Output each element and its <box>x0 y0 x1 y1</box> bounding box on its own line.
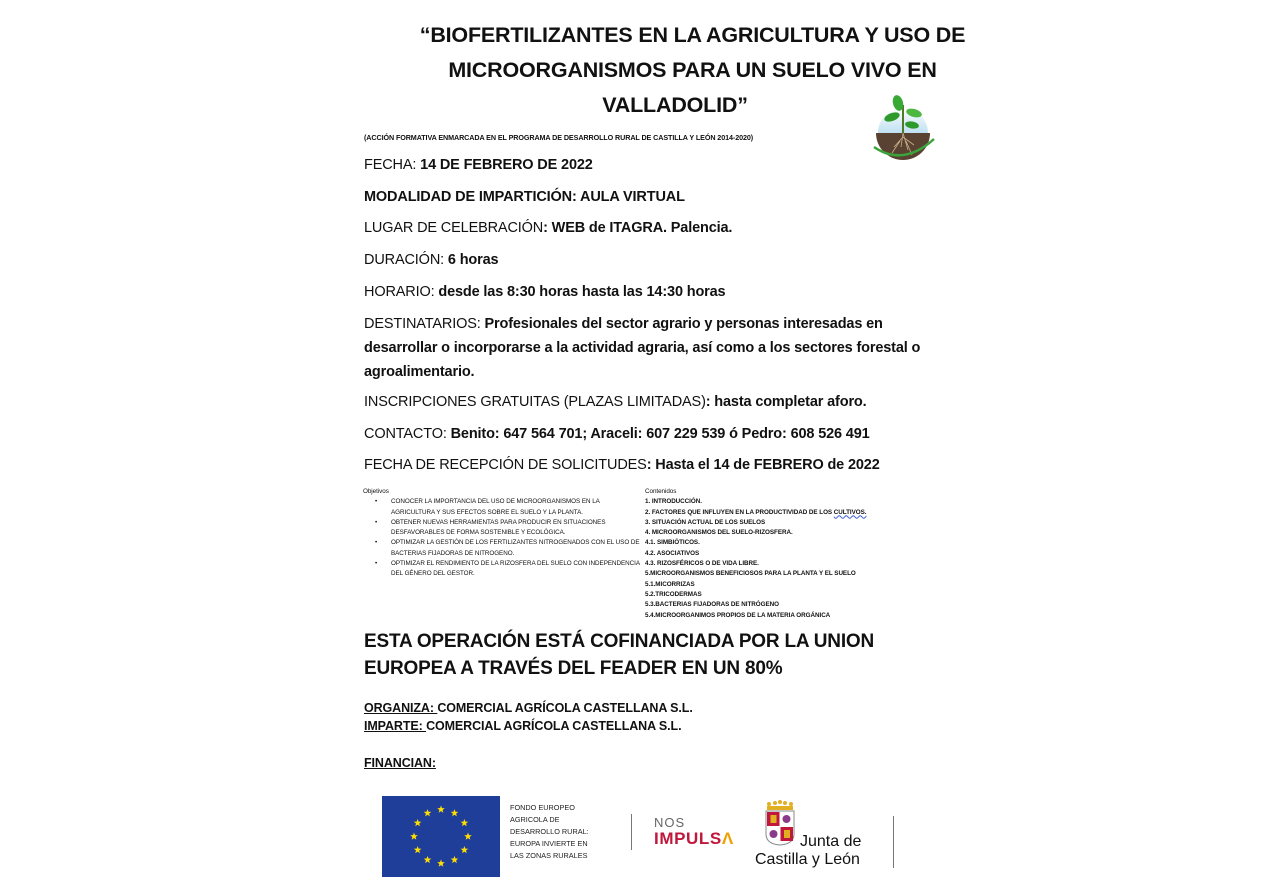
contenido-item: 5.1.MICORRIZAS <box>645 580 695 588</box>
feader-line: AGRICOLA DE <box>510 815 560 824</box>
contenido-item: 1. INTRODUCCIÓN. <box>645 498 702 506</box>
fecha-value: 14 DE FEBRERO DE 2022 <box>420 157 593 173</box>
objetivo-item: • OPTIMIZAR LA GESTIÓN DE LOS FERTILIZANTES NITROGENADOS CON EL USO DE BACTERIAS FIJADORAS DE NITROGENO. <box>373 538 643 559</box>
logo-divider <box>631 814 632 850</box>
recepcion-value: : Hasta el 14 de FEBRERO de 2022 <box>646 457 880 473</box>
contenido-item: 4. MICROORGANISMOS DEL SUELO-RIZOSFERA. <box>645 529 793 537</box>
info-horario <box>364 281 924 305</box>
impulsa-text: IMPULS <box>654 829 722 848</box>
contenido-item: 4.1. SIMBIÓTICOS. <box>645 539 700 547</box>
modalidad-label: MODALIDAD DE IMPARTICIÓN: <box>364 189 581 205</box>
duracion-value: 6 horas <box>447 252 499 268</box>
logo-divider <box>893 816 894 868</box>
lugar-value: : WEB de ITAGRA. Palencia. <box>543 220 733 236</box>
feader-line: FONDO EUROPEO <box>510 803 575 812</box>
organiza-line <box>364 700 693 716</box>
imparte-line <box>364 718 681 734</box>
objetivo-item: • CONOCER LA IMPORTANCIA DEL USO DE MICROORGANISMOS EN LA AGRICULTURA Y SUS EFECTOS SOBRE EL SUELO Y LA PLANTA. <box>373 497 643 518</box>
contenido-item: 5.4.MICROORGANIMOS PROPIOS DE LA MATERIA ORGÁNICA <box>645 611 831 619</box>
info-fecha <box>364 154 924 178</box>
info-lugar <box>364 217 924 241</box>
spellcheck-word: CULTIVOS. <box>833 508 867 516</box>
objetivos-list <box>373 497 643 579</box>
subtitle: (ACCIÓN FORMATIVA ENMARCADA EN EL PROGRAMA DE DESARROLLO RURAL DE CASTILLA Y LEÓN 2014-2020) <box>364 133 754 142</box>
info-contacto <box>364 423 924 447</box>
info-inscripciones <box>364 391 924 415</box>
title-line-2: MICROORGANISMOS PARA UN SUELO VIVO EN <box>448 58 937 82</box>
financian-label: FINANCIAN: <box>364 756 436 770</box>
contenido-item: 5.MICROORGANISMOS BENEFICIOSOS PARA LA PLANTA Y EL SUELO <box>645 570 856 578</box>
eu-flag-icon <box>382 796 500 877</box>
feader-line: DESARROLLO RURAL: <box>510 827 589 836</box>
contenido-item-2-text: 2. FACTORES QUE INFLUYEN EN LA PRODUCTIVIDAD DE LOS <box>645 508 834 516</box>
imparte-label: IMPARTE: <box>364 719 427 733</box>
feader-text <box>510 802 589 862</box>
nos-impulsa-logo <box>654 829 734 849</box>
cofinanciacion-line-1: ESTA OPERACIÓN ESTÁ COFINANCIADA POR LA UNION <box>364 631 874 652</box>
contenido-item: 4.3. RIZOSFÉRICOS O DE VIDA LIBRE. <box>645 560 759 568</box>
duracion-label: DURACIÓN: <box>364 252 448 268</box>
objetivo-item: • OBTENER NUEVAS HERRAMIENTAS PARA PRODUCIR EN SITUACIONES DESFAVORABLES DE FORMA SOSTENIBLE Y ECOLÓGICA. <box>373 518 643 539</box>
title-line-3: VALLADOLID” <box>602 93 748 117</box>
contacto-value: Benito: 647 564 701; Araceli: 607 229 539 ó Pedro: 608 526 491 <box>450 426 870 442</box>
info-modalidad <box>364 186 924 210</box>
inscripciones-value: : hasta completar aforo. <box>705 394 867 410</box>
cofinanciacion-notice <box>364 628 904 682</box>
objetivos-section <box>363 487 643 580</box>
modalidad-value: AULA VIRTUAL <box>580 189 685 205</box>
lugar-label: LUGAR DE CELEBRACIÓN <box>364 220 544 236</box>
contenido-item: 5.3.BACTERIAS FIJADORAS DE NITRÓGENO <box>645 601 779 609</box>
imparte-value: COMERCIAL AGRÍCOLA CASTELLANA S.L. <box>426 719 682 733</box>
contacto-label: CONTACTO: <box>364 426 451 442</box>
objetivos-heading: Objetivos <box>363 488 389 495</box>
cofinanciacion-line-2: EUROPEA A TRAVÉS DEL FEADER EN UN 80% <box>364 658 783 679</box>
contenidos-section <box>645 487 905 621</box>
nos-impulsa-top: NOS <box>654 815 686 830</box>
info-duracion <box>364 249 924 273</box>
horario-label: HORARIO: <box>364 284 439 300</box>
inscripciones-label: INSCRIPCIONES GRATUITAS (PLAZAS LIMITADAS) <box>364 394 706 410</box>
destinatarios-label: DESTINATARIOS: <box>364 316 485 332</box>
contenido-item: 5.2.TRICODERMAS <box>645 590 702 598</box>
title-line-1: “BIOFERTILIZANTES EN LA AGRICULTURA Y USO DE <box>419 23 966 47</box>
castilla-leon-text: Castilla y León <box>755 851 860 868</box>
organiza-label: ORGANIZA: <box>364 701 438 715</box>
horario-value: desde las 8:30 horas hasta las 14:30 horas <box>438 284 726 300</box>
contenido-item: 4.2. ASOCIATIVOS <box>645 549 700 557</box>
feader-line: EUROPA INVIERTE EN <box>510 839 588 848</box>
info-recepcion <box>364 454 924 478</box>
destinatarios-value: Profesionales del sector agrario y personas interesadas en desarrollar o incorporarse a la actividad agraria, así como a los sectores forestal o agroalimentario. <box>364 316 921 380</box>
fecha-label: FECHA: <box>364 157 421 173</box>
info-destinatarios <box>364 312 924 384</box>
contenido-item: 3. SITUACIÓN ACTUAL DE LOS SUELOS <box>645 518 766 526</box>
impulsa-accent: Λ <box>721 829 734 848</box>
contenido-item-2 <box>645 508 905 518</box>
feader-line: LAS ZONAS RURALES <box>510 851 588 860</box>
castilla-leon-shield-icon <box>763 800 797 846</box>
financian-line <box>364 755 436 771</box>
junta-de-text: Junta de <box>800 833 862 850</box>
contenidos-heading: Contenidos <box>645 488 677 495</box>
recepcion-label: FECHA DE RECEPCIÓN DE SOLICITUDES <box>364 457 647 473</box>
organiza-value: COMERCIAL AGRÍCOLA CASTELLANA S.L. <box>437 701 693 715</box>
objetivo-item: • OPTIMIZAR EL RENDIMIENTO DE LA RIZOSFERA DEL SUELO CON INDEPENDENCIA DEL GÉNERO DEL GESTOR. <box>373 559 643 580</box>
